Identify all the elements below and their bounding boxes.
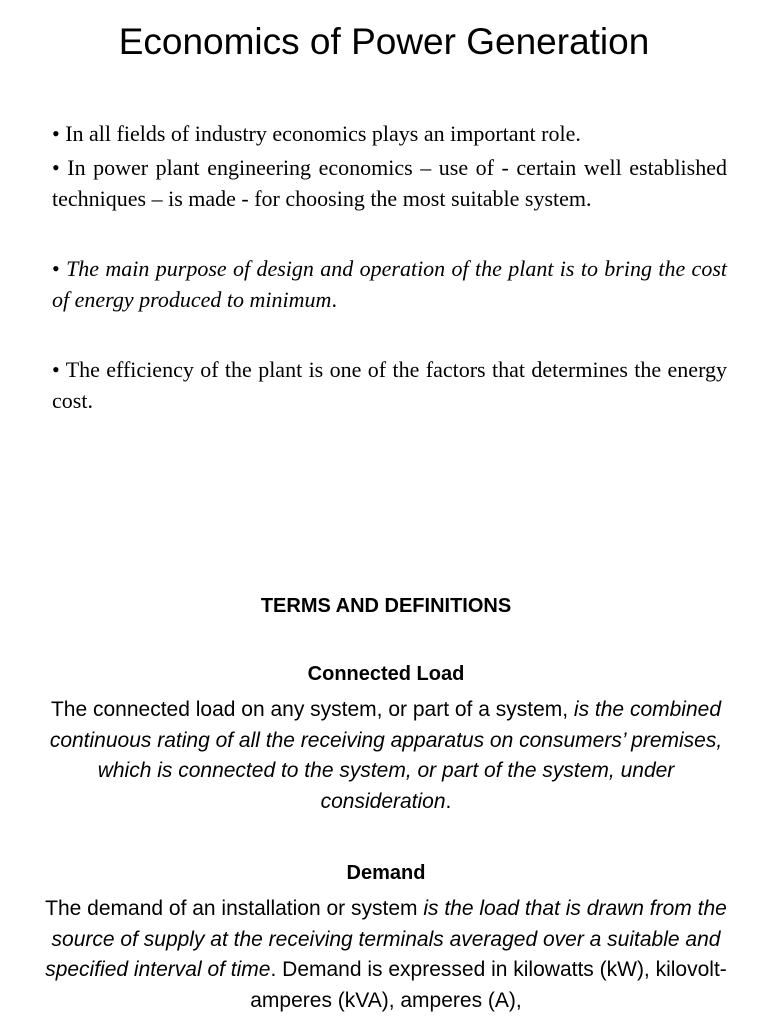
definition-lead: The connected load on any system, or part of a system, <box>50 698 574 721</box>
bullet-text: The efficiency of the plant is one of the factors that determines the energy cost. <box>52 357 727 413</box>
bullet-text: In all fields of industry economics plays an important role. <box>65 121 581 146</box>
bullet-marker: • <box>52 121 60 146</box>
definition-tail: . Demand is expressed in kilowatts (kW), kilovolt-amperes (kVA), amperes (A), <box>250 958 727 1012</box>
definition-italic: is the combined continuous rating of all the receiving apparatus on consumers’ premises, which is connected to the system, or part of the system, under consideration <box>49 698 723 813</box>
bullet-item <box>52 118 727 149</box>
demand-section <box>40 858 732 1016</box>
bullet-item <box>52 152 727 214</box>
term-definition <box>40 894 732 1016</box>
bullet-list <box>52 118 727 416</box>
term-title: Connected Load <box>307 663 465 685</box>
term-definition <box>40 695 732 817</box>
bullet-item <box>52 354 727 416</box>
definition-lead: The demand of an installation or system <box>45 897 424 920</box>
bullet-text: In power plant engineering economics – use of - certain well established techniques – is made - for choosing the most suitable system. <box>52 155 727 211</box>
connected-load-section <box>40 659 732 817</box>
bullet-suffix: . <box>331 287 337 312</box>
bullet-item <box>52 253 727 315</box>
slide-title: Economics of Power Generation <box>118 21 650 62</box>
bullet-marker: • <box>52 155 60 180</box>
bullet-marker: • <box>52 357 60 382</box>
bullet-text-italic: The main purpose of design and operation of the plant is to bring the cost of energy produced to minimum <box>52 256 727 312</box>
definition-italic: is the load that is drawn from the source of supply at the receiving terminals averaged over a suitable and specified interval of time <box>45 897 727 981</box>
definition-tail: . <box>445 789 452 813</box>
bullet-marker: • <box>52 256 60 281</box>
term-title: Demand <box>346 862 426 884</box>
terms-heading: TERMS AND DEFINITIONS <box>260 595 512 617</box>
